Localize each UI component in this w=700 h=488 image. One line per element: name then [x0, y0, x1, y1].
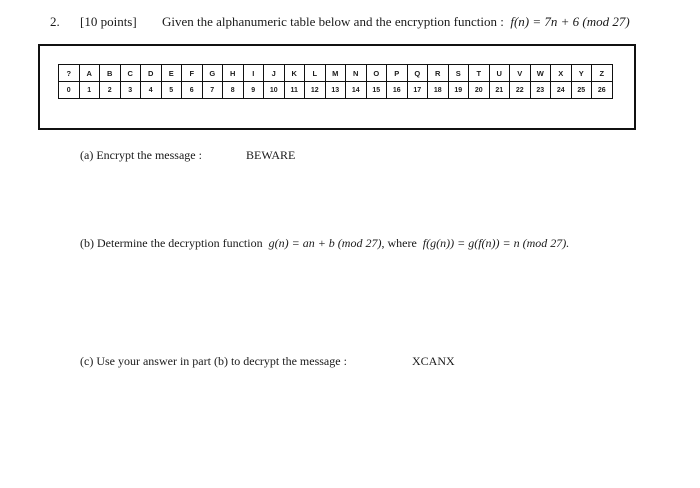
letter-cell: G: [202, 65, 223, 82]
letter-cell: S: [448, 65, 469, 82]
letter-cell: N: [346, 65, 367, 82]
number-cell: 3: [120, 82, 141, 99]
part-a-message: BEWARE: [246, 148, 296, 162]
number-cell: 10: [264, 82, 285, 99]
number-cell: 21: [489, 82, 510, 99]
number-cell: 22: [510, 82, 531, 99]
letter-cell: O: [366, 65, 387, 82]
letter-cell: V: [510, 65, 531, 82]
number-cell: 14: [346, 82, 367, 99]
letter-cell: E: [161, 65, 182, 82]
letter-cell: A: [79, 65, 100, 82]
letter-cell: B: [100, 65, 121, 82]
letters-row: [59, 65, 613, 82]
part-b-where: , where: [381, 236, 417, 250]
alphanumeric-table: [58, 64, 613, 99]
letter-cell: K: [284, 65, 305, 82]
number-cell: 6: [182, 82, 203, 99]
question-intro: [162, 14, 630, 30]
encryption-function: f(n) = 7n + 6 (mod 27): [510, 14, 630, 29]
part-c-message: XCANX: [412, 354, 455, 368]
number-cell: 20: [469, 82, 490, 99]
table-frame: [38, 44, 636, 130]
letter-cell: C: [120, 65, 141, 82]
letter-cell: W: [530, 65, 551, 82]
number-cell: 7: [202, 82, 223, 99]
number-cell: 8: [223, 82, 244, 99]
part-c-text: (c) Use your answer in part (b) to decrypt the message :: [80, 354, 347, 368]
question-intro-text: Given the alphanumeric table below and the encryption function :: [162, 14, 504, 29]
number-cell: 9: [243, 82, 264, 99]
part-c: [80, 354, 455, 369]
number-cell: 5: [161, 82, 182, 99]
number-cell: 2: [100, 82, 121, 99]
letter-cell: Z: [592, 65, 613, 82]
letter-cell: U: [489, 65, 510, 82]
letter-cell: M: [325, 65, 346, 82]
letter-cell: I: [243, 65, 264, 82]
letter-cell: R: [428, 65, 449, 82]
letter-cell: Y: [571, 65, 592, 82]
number-cell: 4: [141, 82, 162, 99]
number-cell: 17: [407, 82, 428, 99]
number-cell: 12: [305, 82, 326, 99]
decryption-function: g(n) = an + b (mod 27): [268, 236, 382, 250]
number-cell: 15: [366, 82, 387, 99]
number-cell: 11: [284, 82, 305, 99]
letter-cell: ?: [59, 65, 80, 82]
inverse-condition: f(g(n)) = g(f(n)) = n (mod 27).: [422, 236, 570, 250]
number-cell: 16: [387, 82, 408, 99]
part-a: [80, 148, 296, 163]
part-b: [80, 236, 569, 251]
number-cell: 13: [325, 82, 346, 99]
number-cell: 1: [79, 82, 100, 99]
letter-cell: F: [182, 65, 203, 82]
letter-cell: H: [223, 65, 244, 82]
letter-cell: X: [551, 65, 572, 82]
letter-cell: T: [469, 65, 490, 82]
number-cell: 23: [530, 82, 551, 99]
number-cell: 18: [428, 82, 449, 99]
number-cell: 25: [571, 82, 592, 99]
letter-cell: D: [141, 65, 162, 82]
question-number: 2.: [50, 14, 60, 29]
part-b-text: (b) Determine the decryption function: [80, 236, 263, 250]
part-a-text: (a) Encrypt the message :: [80, 148, 202, 162]
letter-cell: Q: [407, 65, 428, 82]
number-cell: 24: [551, 82, 572, 99]
number-cell: 19: [448, 82, 469, 99]
numbers-row: [59, 82, 613, 99]
letter-cell: J: [264, 65, 285, 82]
letter-cell: P: [387, 65, 408, 82]
number-cell: 0: [59, 82, 80, 99]
letter-cell: L: [305, 65, 326, 82]
question-points: [10 points]: [80, 14, 137, 29]
number-cell: 26: [592, 82, 613, 99]
